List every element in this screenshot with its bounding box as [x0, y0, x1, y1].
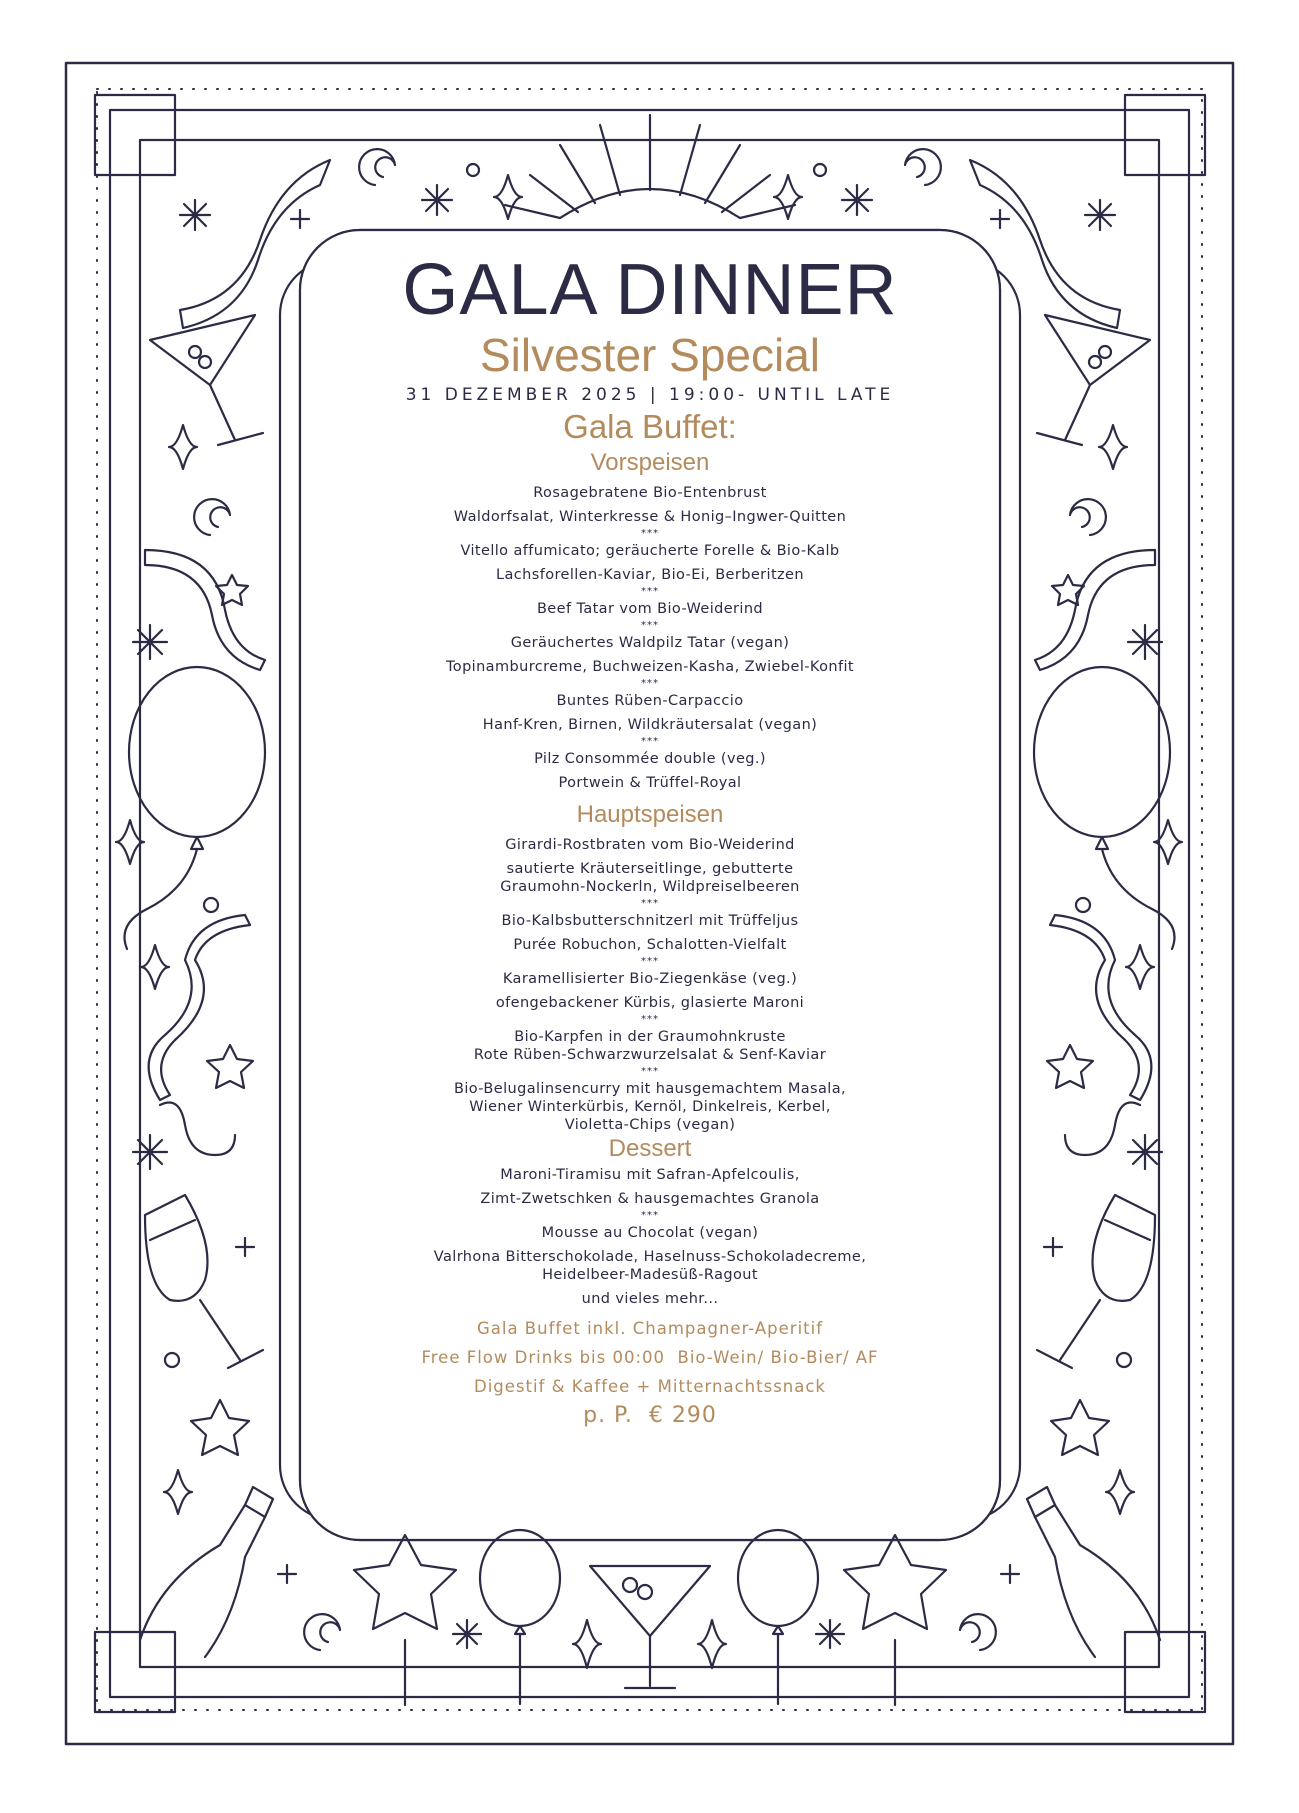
separator: *** [641, 620, 659, 631]
dish-line: Bio-Belugalinsencurry mit hausgemachtem Masala, [453, 1081, 846, 1097]
separator: *** [641, 528, 659, 539]
dish-line: Purée Robuchon, Schalotten-Vielfalt [513, 937, 787, 953]
course-dessert [330, 1166, 970, 1308]
separator: *** [641, 956, 659, 967]
dish-line: Bio-Kalbsbutterschnitzerl mit Trüffeljus [501, 913, 799, 929]
dish-line: Beef Tatar vom Bio-Weiderind [536, 601, 764, 617]
page-title: GALA DINNER [402, 250, 898, 330]
dish-line: Topinamburcreme, Buchweizen-Kasha, Zwiebel-Konfit [446, 659, 854, 675]
course-heading-vorspeisen: Vorspeisen [590, 449, 710, 476]
separator: *** [641, 898, 659, 909]
separator: *** [641, 1210, 659, 1221]
section-title: Gala Buffet: [563, 408, 737, 445]
corner-square-bl [95, 1632, 175, 1712]
event-date: 31 DEZEMBER 2025 | 19:00- UNTIL LATE [405, 385, 895, 405]
corner-square-tr [1125, 95, 1205, 175]
dish-line: Wiener Winterkürbis, Kernöl, Dinkelreis, Kerbel, [469, 1099, 831, 1115]
separator: *** [641, 586, 659, 597]
dish-line: Hanf-Kren, Birnen, Wildkräutersalat (vegan) [482, 717, 818, 733]
price: p. P. € 290 [583, 1403, 717, 1428]
dish-line: ofengebackener Kürbis, glasierte Maroni [495, 995, 805, 1011]
dish-line: Maroni-Tiramisu mit Safran-Apfelcoulis, [500, 1167, 800, 1183]
dish-line: Valrhona Bitterschokolade, Haselnuss-Schokoladecreme, [433, 1249, 867, 1265]
info-line: Gala Buffet inkl. Champagner-Aperitif [476, 1319, 824, 1338]
course-vorspeisen [330, 484, 970, 792]
dish-line: Waldorfsalat, Winterkresse & Honig–Ingwer-Quitten [453, 509, 847, 525]
dish-line: Vitello affumicato; geräucherte Forelle & Bio-Kalb [460, 543, 840, 559]
dish-line: Zimt-Zwetschken & hausgemachtes Granola [480, 1191, 820, 1207]
dish-line: Pilz Consommée double (veg.) [534, 751, 766, 767]
closing-line: und vieles mehr... [581, 1291, 719, 1307]
info-line: Free Flow Drinks bis 00:00 Bio-Wein/ Bio-Bier/ AF [421, 1348, 879, 1367]
package-info [330, 1314, 970, 1431]
dish-line: Rosagebratene Bio-Entenbrust [533, 485, 767, 501]
corner-square-br [1125, 1632, 1205, 1712]
sunburst-icon [505, 115, 795, 218]
dish-line: sautierte Kräuterseitlinge, gebutterte [506, 861, 794, 877]
separator: *** [641, 736, 659, 747]
dish-line: Bio-Karpfen in der Graumohnkruste [514, 1029, 786, 1045]
course-hauptspeisen [330, 836, 970, 1134]
menu-content [330, 250, 970, 1431]
dish-line: Graumohn-Nockerln, Wildpreiselbeeren [500, 879, 800, 895]
dish-line: Heidelbeer-Madesüß-Ragout [542, 1267, 758, 1283]
dish-line: Violetta-Chips (vegan) [564, 1117, 736, 1133]
dish-line: Karamellisierter Bio-Ziegenkäse (veg.) [502, 971, 798, 987]
dish-line: Geräuchertes Waldpilz Tatar (vegan) [510, 635, 790, 651]
separator: *** [641, 678, 659, 689]
separator: *** [641, 1014, 659, 1025]
dish-line: Girardi-Rostbraten vom Bio-Weiderind [505, 837, 795, 853]
course-heading-dessert: Dessert [608, 1135, 692, 1162]
course-heading-hauptspeisen: Hauptspeisen [576, 801, 724, 828]
info-line: Digestif & Kaffee + Mitternachtssnack [474, 1377, 826, 1396]
dish-line: Portwein & Trüffel-Royal [558, 775, 742, 791]
corner-square-tl [95, 95, 175, 175]
dish-line: Buntes Rüben-Carpaccio [556, 693, 744, 709]
dish-line: Rote Rüben-Schwarzwurzelsalat & Senf-Kaviar [473, 1047, 827, 1063]
separator: *** [641, 1066, 659, 1077]
dish-line: Mousse au Chocolat (vegan) [541, 1225, 759, 1241]
page-subtitle: Silvester Special [479, 329, 821, 381]
dish-line: Lachsforellen-Kaviar, Bio-Ei, Berberitzen [496, 567, 804, 583]
